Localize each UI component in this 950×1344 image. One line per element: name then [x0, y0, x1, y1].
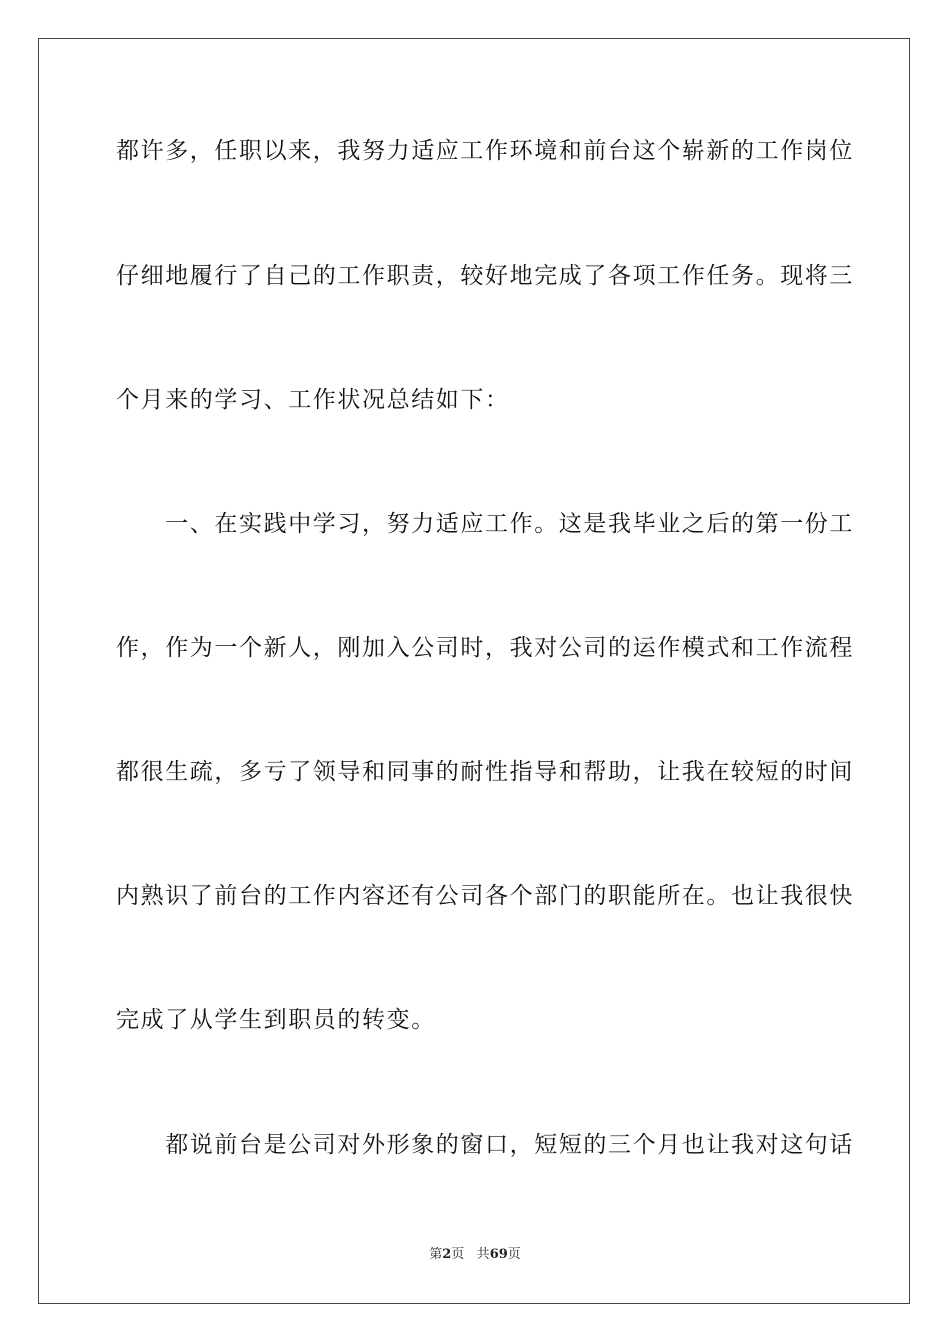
body-line-4: 一、在实践中学习，努力适应工作。这是我毕业之后的第一份工 [116, 511, 854, 537]
footer-page-number: 2 [442, 1247, 452, 1262]
body-line-3: 个月来的学习、工作状况总结如下： [116, 387, 510, 413]
footer-total-prefix: 共 [476, 1247, 490, 1262]
body-line-1: 都许多，任职以来，我努力适应工作环境和前台这个崭新的工作岗位 [116, 138, 854, 164]
body-line-9: 都说前台是公司对外形象的窗口，短短的三个月也让我对这句话 [116, 1132, 854, 1158]
footer-page-prefix: 第 [429, 1247, 443, 1262]
body-line-5: 作，作为一个新人，刚加入公司时，我对公司的运作模式和工作流程 [116, 635, 854, 661]
page-frame [38, 38, 910, 1304]
body-line-2: 仔细地履行了自己的工作职责，较好地完成了各项工作任务。现将三 [116, 263, 854, 289]
body-line-8: 完成了从学生到职员的转变。 [116, 1007, 436, 1033]
footer-page-suffix: 页 [451, 1247, 465, 1262]
body-line-7: 内熟识了前台的工作内容还有公司各个部门的职能所在。也让我很快 [116, 883, 854, 909]
body-line-6: 都很生疏，多亏了领导和同事的耐性指导和帮助，让我在较短的时间 [116, 759, 854, 785]
footer-total-pages: 69 [489, 1247, 508, 1262]
page-footer [0, 1246, 950, 1264]
footer-total-suffix: 页 [507, 1247, 521, 1262]
